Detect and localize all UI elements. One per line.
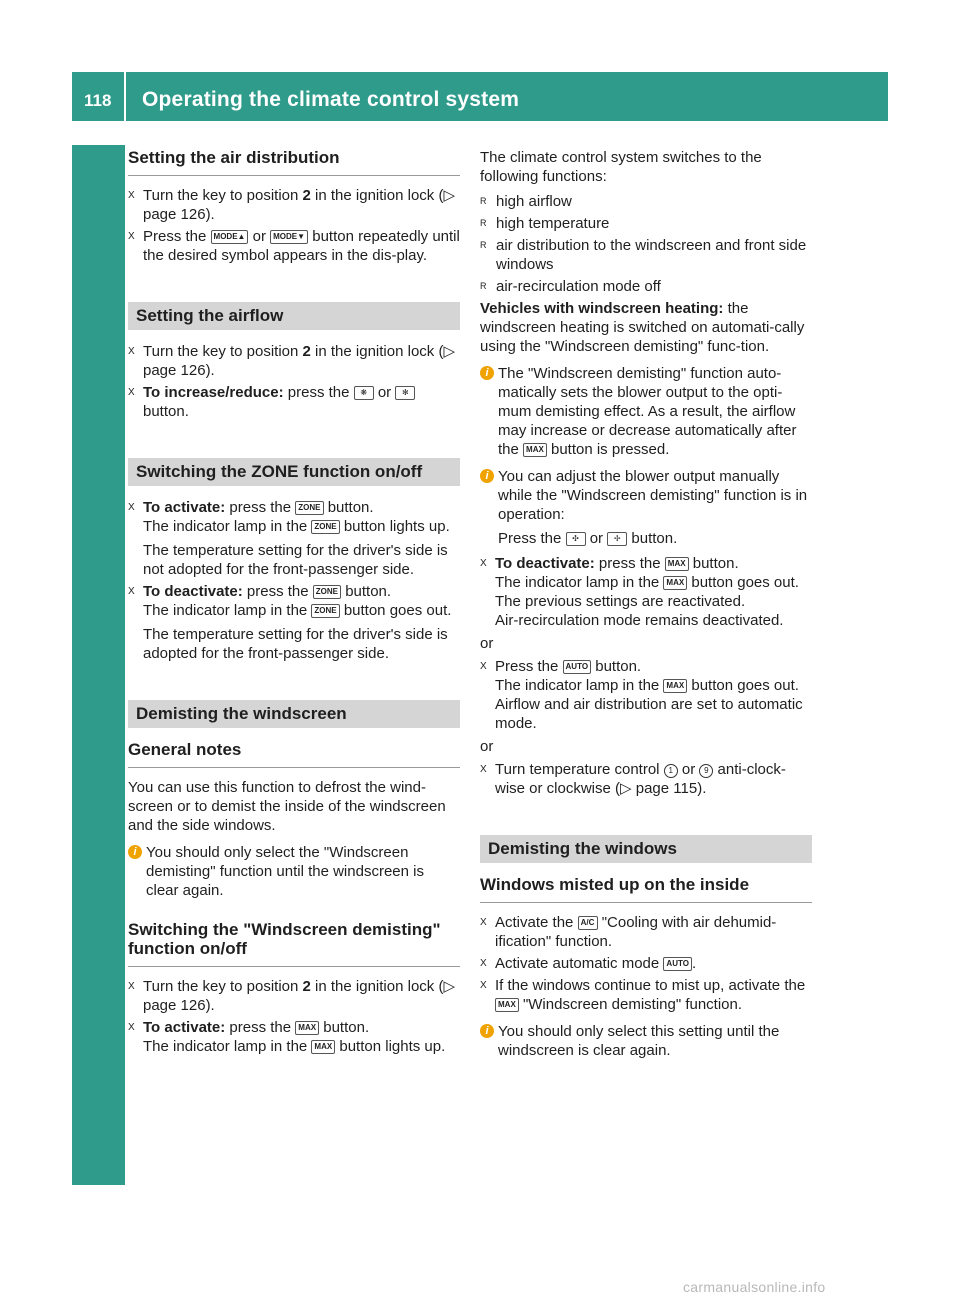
info-note: i You can adjust the blower output manually while the "Windscreen demisting" function is in operation: Press the ✣ or ✢ button. (480, 467, 812, 548)
step: X Turn the key to position 2 in the ignition lock (▷ page 126). (128, 187, 455, 223)
step-marker: X (480, 980, 487, 991)
page-title: Operating the climate control system (142, 88, 520, 111)
step: X To increase/reduce: press the ❋ or ✻ button. (128, 383, 460, 421)
page-ref-arrow-icon: ▷ (443, 187, 455, 204)
sub-heading-windscreen-demisting: Switching the "Windscreen demisting" function on/off (128, 920, 460, 967)
auto-icon: AUTO (563, 660, 592, 674)
info-note: i You should only select this setting until the windscreen is clear again. (480, 1022, 812, 1060)
step-marker: X (128, 586, 135, 597)
info-icon: i (480, 469, 494, 483)
section-heading-air-distribution: Setting the air distribution (128, 148, 460, 176)
sub-heading-general-notes: General notes (128, 740, 460, 768)
section-heading-zone: Switching the ZONE function on/off (128, 458, 460, 486)
page-header (72, 72, 888, 121)
step: X Turn the key to position 2 in the ignition lock (▷ page 126). (128, 343, 455, 379)
step: X Press the AUTO button. The indicator lamp in the MAX button goes out. Airflow and air distribution are set to automatic mode. (480, 658, 803, 732)
list-item: R air distribution to the windscreen and front side windows (480, 237, 807, 273)
fan-decrease-icon: ✻ (395, 386, 415, 400)
info-note: i You should only select the "Windscreen demisting" function until the windscreen is clear again. (128, 843, 460, 900)
zone-icon: ZONE (311, 604, 339, 618)
step-marker: X (128, 190, 135, 201)
info-icon: i (480, 366, 494, 380)
info-icon: i (128, 845, 142, 859)
blower-increase-icon: ✣ (566, 532, 586, 546)
section-heading-demisting-windows: Demisting the windows (480, 835, 812, 863)
side-tab-label: Climate control (98, 887, 121, 1040)
mode-up-icon: MODE▲ (211, 230, 249, 244)
step-marker: X (480, 764, 487, 775)
right-column (480, 148, 812, 1066)
or-separator: or (480, 738, 494, 755)
step: X Press the MODE▲ or MODE▼ button repeatedly until the desired symbol appears in the dis-play. (128, 228, 460, 264)
zone-icon: ZONE (313, 585, 341, 599)
page-ref-arrow-icon: ▷ (620, 780, 632, 797)
step-marker: X (128, 231, 135, 242)
list-item: R high temperature (480, 215, 610, 232)
header-divider (124, 72, 126, 121)
step: X To deactivate: press the ZONE button. The indicator lamp in the ZONE button goes out. The temperature setting for the driver's side is adopted for the front-passenger side. (128, 583, 452, 662)
step: X Activate the A/C "Cooling with air dehumid-ification" function. (480, 914, 777, 950)
page-ref-arrow-icon: ▷ (443, 343, 455, 360)
left-column (128, 148, 460, 1059)
step-marker: X (480, 958, 487, 969)
list-item: R air-recirculation mode off (480, 278, 661, 295)
blower-decrease-icon: ✢ (607, 532, 627, 546)
info-icon: i (480, 1024, 494, 1038)
page-ref-arrow-icon: ▷ (443, 978, 455, 995)
list-item: R high airflow (480, 193, 572, 210)
page-number: 118 (84, 91, 112, 110)
ac-icon: A/C (578, 916, 598, 930)
or-separator: or (480, 635, 494, 652)
watermark: carmanualsonline.info (683, 1279, 826, 1295)
windscreen-max-icon: MAX (663, 576, 687, 590)
paragraph: Vehicles with windscreen heating: the windscreen heating is switched on automati-cally using the "Windscreen demisting" func-tion. (480, 300, 805, 355)
step: X If the windows continue to mist up, activate the MAX "Windscreen demisting" function. (480, 977, 806, 1013)
info-note: i The "Windscreen demisting" function auto-matically sets the blower output to the opti-mum demisting effect. As a result, the airflow may increase or decrease automatically after the MAX button is pressed. (480, 364, 812, 459)
zone-icon: ZONE (295, 501, 323, 515)
step: X Activate automatic mode AUTO . (480, 955, 697, 972)
step-marker: X (128, 981, 135, 992)
windscreen-max-icon: MAX (665, 557, 689, 571)
step: X To deactivate: press the MAX button. The indicator lamp in the MAX button goes out. The previous settings are reactivated. Air-recirculation mode remains deactivated. (480, 555, 799, 629)
zone-icon: ZONE (311, 520, 339, 534)
mode-down-icon: MODE▼ (270, 230, 308, 244)
control-9-icon: 9 (699, 764, 713, 778)
sub-heading-windows-misted: Windows misted up on the inside (480, 875, 812, 903)
step-marker: X (128, 502, 135, 513)
section-heading-airflow: Setting the airflow (128, 302, 460, 330)
control-1-icon: 1 (664, 764, 678, 778)
section-heading-demisting-windscreen: Demisting the windscreen (128, 700, 460, 728)
step-marker: X (480, 661, 487, 672)
step: X Turn the key to position 2 in the ignition lock (▷ page 126). (128, 978, 455, 1014)
windscreen-max-icon: MAX (311, 1040, 335, 1054)
windscreen-max-icon: MAX (523, 443, 547, 457)
step: X To activate: press the MAX button. The indicator lamp in the MAX button lights up. (128, 1019, 446, 1055)
paragraph: The climate control system switches to the following functions: (480, 149, 762, 185)
step-marker: X (128, 1022, 135, 1033)
windscreen-max-icon: MAX (663, 679, 687, 693)
step: X Turn temperature control 1 or 9 anti-clock-wise or clockwise (▷ page 115). (480, 761, 786, 797)
step-marker: X (480, 558, 487, 569)
fan-increase-icon: ❋ (354, 386, 374, 400)
windscreen-max-icon: MAX (495, 998, 519, 1012)
windscreen-max-icon: MAX (295, 1021, 319, 1035)
step-marker: X (480, 917, 487, 928)
paragraph: You can use this function to defrost the wind-screen or to demist the inside of the windscreen and the side windows. (128, 779, 446, 834)
auto-icon: AUTO (663, 957, 692, 971)
step-marker: X (128, 387, 135, 398)
step-marker: X (128, 346, 135, 357)
step: X To activate: press the ZONE button. The indicator lamp in the ZONE button lights up. The temperature setting for the driver's side is not adopted for the front-passenger side. (128, 499, 450, 578)
